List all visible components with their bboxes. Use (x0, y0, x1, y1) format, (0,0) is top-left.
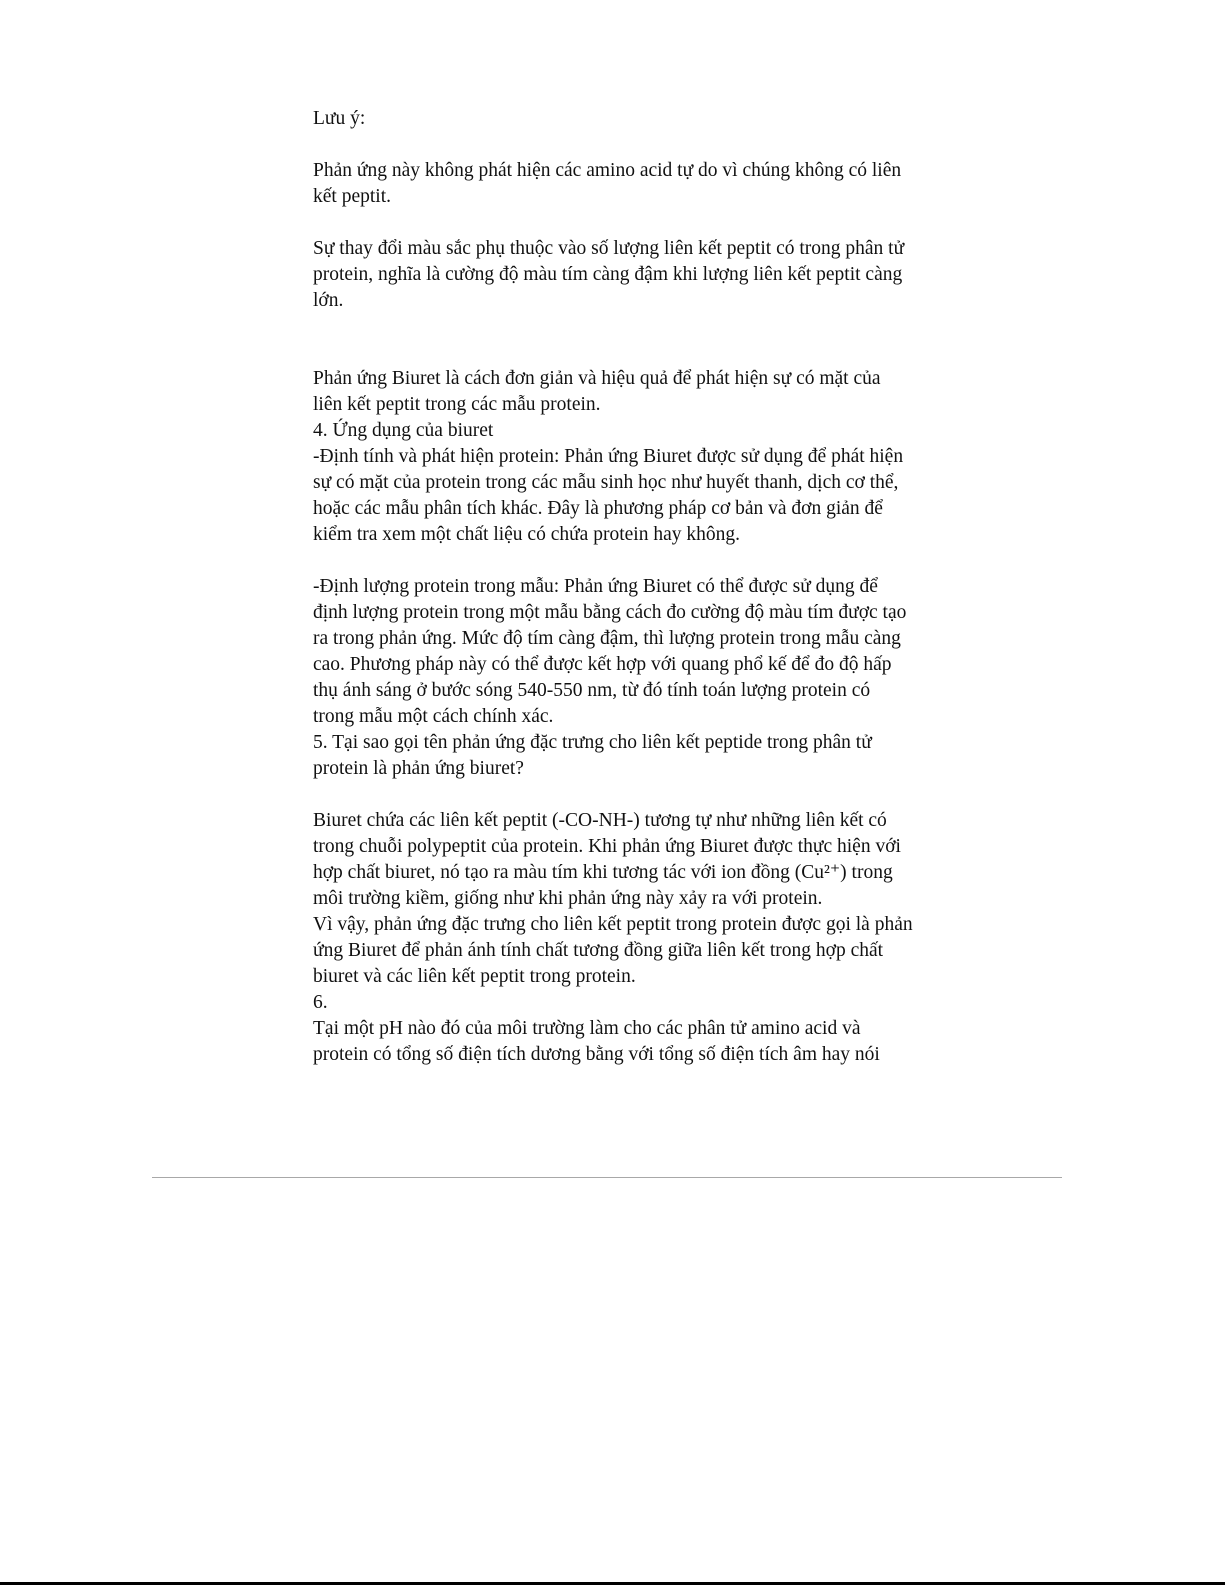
text-line: Tại một pH nào đó của môi trường làm cho các phân tử amino acid và (313, 1018, 861, 1039)
text-line: liên kết peptit trong các mẫu protein. (313, 394, 601, 415)
section-heading: 6. (313, 992, 328, 1013)
section-heading: 5. Tại sao gọi tên phản ứng đặc trưng cho liên kết peptide trong phân tử (313, 732, 872, 753)
text-line: môi trường kiềm, giống như khi phản ứng này xảy ra với protein. (313, 888, 823, 909)
text-line: -Định lượng protein trong mẫu: Phản ứng Biuret có thể được sử dụng để (313, 576, 878, 597)
blank-line (313, 314, 973, 366)
text-line: kết peptit. (313, 186, 391, 207)
blank-line (313, 548, 973, 574)
text-line: cao. Phương pháp này có thể được kết hợp với quang phổ kế để đo độ hấp (313, 654, 892, 675)
text-line: Biuret chứa các liên kết peptit (-CO-NH-) tương tự như những liên kết có (313, 810, 887, 831)
text-line: ứng Biuret để phản ánh tính chất tương đồng giữa liên kết trong hợp chất (313, 940, 884, 961)
document-body (313, 106, 973, 1068)
text-line: Sự thay đổi màu sắc phụ thuộc vào số lượng liên kết peptit có trong phân tử (313, 238, 905, 259)
text-line: protein, nghĩa là cường độ màu tím càng đậm khi lượng liên kết peptit càng (313, 264, 903, 285)
text-line: Phản ứng này không phát hiện các amino acid tự do vì chúng không có liên (313, 160, 902, 181)
text-line: Phản ứng Biuret là cách đơn giản và hiệu quả để phát hiện sự có mặt của (313, 368, 881, 389)
text-line: hoặc các mẫu phân tích khác. Đây là phương pháp cơ bản và đơn giản để (313, 498, 883, 519)
text-line: biuret và các liên kết peptit trong protein. (313, 966, 636, 987)
blank-line (313, 782, 973, 808)
text-line: định lượng protein trong một mẫu bằng cách đo cường độ màu tím được tạo (313, 602, 907, 623)
text-line: protein là phản ứng biuret? (313, 758, 524, 779)
text-line: ra trong phản ứng. Mức độ tím càng đậm, thì lượng protein trong mẫu càng (313, 628, 901, 649)
blank-line (313, 132, 973, 158)
text-line: Lưu ý: (313, 108, 366, 129)
text-line: sự có mặt của protein trong các mẫu sinh học như huyết thanh, dịch cơ thể, (313, 472, 899, 493)
text-line: thụ ánh sáng ở bước sóng 540-550 nm, từ đó tính toán lượng protein có (313, 680, 871, 701)
text-line: protein có tổng số điện tích dương bằng với tổng số điện tích âm hay nói (313, 1044, 880, 1065)
page-divider (152, 1177, 1062, 1178)
text-line: lớn. (313, 290, 344, 311)
text-line: kiểm tra xem một chất liệu có chứa protein hay không. (313, 524, 740, 545)
text-line: hợp chất biuret, nó tạo ra màu tím khi tương tác với ion đồng (Cu²⁺) trong (313, 862, 893, 883)
text-line: Vì vậy, phản ứng đặc trưng cho liên kết peptit trong protein được gọi là phản (313, 914, 913, 935)
blank-line (313, 210, 973, 236)
text-line: -Định tính và phát hiện protein: Phản ứng Biuret được sử dụng để phát hiện (313, 446, 904, 467)
text-line: trong chuỗi polypeptit của protein. Khi phản ứng Biuret được thực hiện với (313, 836, 901, 857)
text-line: trong mẫu một cách chính xác. (313, 706, 554, 727)
section-heading: 4. Ứng dụng của biuret (313, 420, 494, 441)
